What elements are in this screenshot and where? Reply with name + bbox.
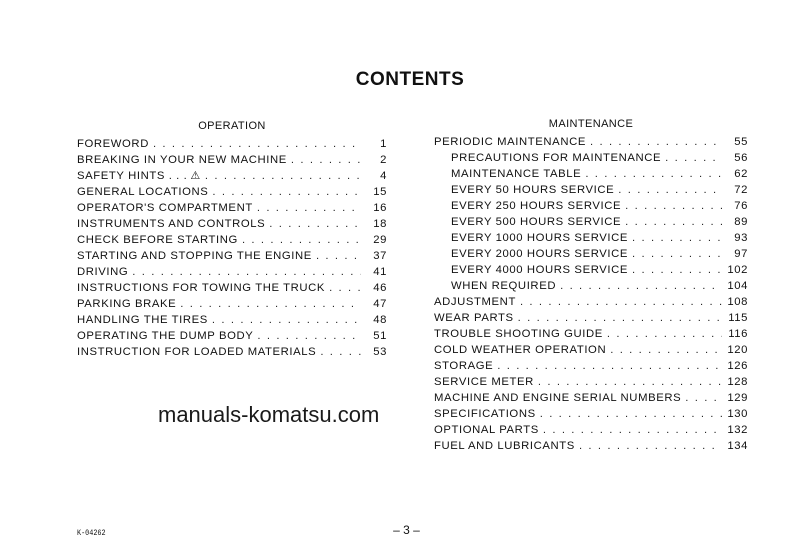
entry-page: 126 xyxy=(727,360,748,372)
toc-entry[interactable] xyxy=(434,406,748,422)
entry-label: PARKING BRAKE xyxy=(77,298,177,310)
entry-page: 72 xyxy=(734,184,748,196)
entry-page: 134 xyxy=(727,440,748,452)
entry-label: EVERY 1000 HOURS SERVICE xyxy=(451,232,629,244)
entry-label: MACHINE AND ENGINE SERIAL NUMBERS xyxy=(434,392,682,404)
toc-entry[interactable] xyxy=(434,198,748,214)
entry-label: INSTRUMENTS AND CONTROLS xyxy=(77,218,266,230)
toc-entry[interactable] xyxy=(434,230,748,246)
toc-entry[interactable] xyxy=(434,214,748,230)
entry-label: EVERY 500 HOURS SERVICE xyxy=(451,216,622,228)
entry-page: 104 xyxy=(727,280,748,292)
leader-dots xyxy=(205,168,361,184)
leader-dots xyxy=(291,152,361,168)
toc-entry[interactable] xyxy=(434,358,748,374)
entry-page: 46 xyxy=(373,282,387,294)
leader-dots xyxy=(320,344,361,360)
leader-dots xyxy=(153,136,361,152)
leader-dots xyxy=(607,326,722,342)
leader-dots xyxy=(212,184,361,200)
entry-page: 41 xyxy=(373,266,387,278)
entry-label: PERIODIC MAINTENANCE xyxy=(434,136,586,148)
entry-page: 18 xyxy=(373,218,387,230)
leader-dots xyxy=(257,200,361,216)
entry-label: CHECK BEFORE STARTING xyxy=(77,234,238,246)
entry-label: EVERY 2000 HOURS SERVICE xyxy=(451,248,629,260)
entry-page: 130 xyxy=(727,408,748,420)
leader-dots xyxy=(540,406,722,422)
leader-dots xyxy=(590,134,722,150)
operation-heading: OPERATION xyxy=(198,120,266,132)
page-title: CONTENTS xyxy=(355,69,465,90)
entry-page: 55 xyxy=(734,136,748,148)
entry-label: FOREWORD xyxy=(77,138,149,150)
entry-page: 62 xyxy=(734,168,748,180)
entry-label: FUEL AND LUBRICANTS xyxy=(434,440,575,452)
entry-page: 120 xyxy=(727,344,748,356)
entry-page: 108 xyxy=(727,296,748,308)
entry-label: STORAGE xyxy=(434,360,494,372)
toc-entry[interactable] xyxy=(434,182,748,198)
toc-entry[interactable] xyxy=(434,294,748,310)
entry-label: OPTIONAL PARTS xyxy=(434,424,539,436)
entry-page: 116 xyxy=(728,328,748,340)
entry-page: 2 xyxy=(380,154,387,166)
toc-entry[interactable] xyxy=(77,216,387,232)
leader-dots xyxy=(665,150,722,166)
toc-entry[interactable] xyxy=(434,278,748,294)
entry-label: TROUBLE SHOOTING GUIDE xyxy=(434,328,603,340)
entry-label: WHEN REQUIRED xyxy=(451,280,557,292)
toc-entry[interactable] xyxy=(434,438,748,454)
leader-dots xyxy=(585,166,722,182)
entry-label: BREAKING IN YOUR NEW MACHINE xyxy=(77,154,287,166)
entry-page: 4 xyxy=(380,170,387,182)
maintenance-section xyxy=(434,118,748,454)
toc-entry[interactable] xyxy=(77,152,387,168)
leader-dots xyxy=(518,310,722,326)
entry-label: EVERY 4000 HOURS SERVICE xyxy=(451,264,629,276)
entry-label: INSTRUCTION FOR LOADED MATERIALS xyxy=(77,346,317,358)
entry-page: 15 xyxy=(373,186,387,198)
leader-dots xyxy=(560,278,722,294)
entry-page: 128 xyxy=(727,376,748,388)
toc-entry[interactable] xyxy=(77,184,387,200)
entry-label: ADJUSTMENT xyxy=(434,296,516,308)
leader-dots xyxy=(543,422,722,438)
operation-section xyxy=(77,120,387,360)
entry-label: GENERAL LOCATIONS xyxy=(77,186,209,198)
entry-label: EVERY 250 HOURS SERVICE xyxy=(451,200,622,212)
leader-dots xyxy=(625,198,722,214)
leader-dots xyxy=(132,264,361,280)
leader-dots xyxy=(329,280,361,296)
toc-entry[interactable] xyxy=(434,246,748,262)
toc-entry[interactable] xyxy=(77,168,387,184)
entry-page: 115 xyxy=(728,312,748,324)
entry-page: 51 xyxy=(373,330,387,342)
toc-entry[interactable] xyxy=(434,390,748,406)
entry-label: MAINTENANCE TABLE xyxy=(451,168,582,180)
toc-entry[interactable] xyxy=(77,136,387,152)
leader-dots xyxy=(212,312,361,328)
toc-entry[interactable] xyxy=(434,342,748,358)
toc-entry[interactable] xyxy=(77,312,387,328)
leader-dots xyxy=(497,358,722,374)
entry-label: INSTRUCTIONS FOR TOWING THE TRUCK xyxy=(77,282,326,294)
toc-entry[interactable] xyxy=(77,280,387,296)
toc-entry[interactable] xyxy=(434,150,748,166)
warning-icon: ⚠ xyxy=(190,170,201,182)
entry-label: SERVICE METER xyxy=(434,376,534,388)
leader-dots xyxy=(632,262,722,278)
toc-entry[interactable] xyxy=(434,422,748,438)
watermark: manuals-komatsu.com xyxy=(158,402,380,427)
entry-page: 1 xyxy=(380,138,387,150)
leader-dots xyxy=(632,230,722,246)
toc-entry[interactable] xyxy=(77,200,387,216)
toc-entry[interactable] xyxy=(77,344,387,360)
entry-label: OPERATING THE DUMP BODY xyxy=(77,330,254,342)
leader-dots xyxy=(632,246,722,262)
entry-label: STARTING AND STOPPING THE ENGINE xyxy=(77,250,312,262)
entry-page: 89 xyxy=(734,216,748,228)
entry-page: 129 xyxy=(727,392,748,404)
maintenance-heading: MAINTENANCE xyxy=(548,118,634,130)
entry-page: 93 xyxy=(734,232,748,244)
leader-dots xyxy=(269,216,361,232)
leader-dots xyxy=(316,248,361,264)
entry-label: EVERY 50 HOURS SERVICE xyxy=(451,184,615,196)
leader-dots xyxy=(538,374,722,390)
toc-entry[interactable] xyxy=(77,248,387,264)
entry-label: PRECAUTIONS FOR MAINTENANCE xyxy=(451,152,662,164)
leader-dots xyxy=(618,182,722,198)
entry-page: 56 xyxy=(734,152,748,164)
leader-dots xyxy=(242,232,361,248)
entry-label: COLD WEATHER OPERATION xyxy=(434,344,607,356)
toc-entry[interactable] xyxy=(434,374,748,390)
entry-page: 132 xyxy=(727,424,748,436)
entry-page: 97 xyxy=(734,248,748,260)
entry-page: 76 xyxy=(734,200,748,212)
entry-label: OPERATOR'S COMPARTMENT xyxy=(77,202,253,214)
toc-entry[interactable] xyxy=(77,264,387,280)
toc-entry[interactable] xyxy=(434,262,748,278)
entry-page: 53 xyxy=(373,346,387,358)
entry-page: 37 xyxy=(373,250,387,262)
page-number: – 3 – xyxy=(393,523,420,537)
toc-entry[interactable] xyxy=(434,166,748,182)
leader-dots xyxy=(579,438,722,454)
entry-page: 48 xyxy=(373,314,387,326)
entry-label: SAFETY HINTS . . . xyxy=(77,170,188,182)
toc-entry[interactable] xyxy=(77,296,387,312)
toc-entry[interactable] xyxy=(434,310,748,326)
entry-label: SPECIFICATIONS xyxy=(434,408,536,420)
entry-label: WEAR PARTS xyxy=(434,312,514,324)
entry-label: DRIVING xyxy=(77,266,129,278)
toc-entry[interactable] xyxy=(434,326,748,342)
entry-page: 29 xyxy=(373,234,387,246)
entry-label: HANDLING THE TIRES xyxy=(77,314,208,326)
leader-dots xyxy=(520,294,722,310)
toc-entry[interactable] xyxy=(434,134,748,150)
leader-dots xyxy=(180,296,361,312)
toc-entry[interactable] xyxy=(77,232,387,248)
entry-page: 16 xyxy=(373,202,387,214)
leader-dots xyxy=(685,390,722,406)
toc-entry[interactable] xyxy=(77,328,387,344)
leader-dots xyxy=(625,214,722,230)
leader-dots xyxy=(257,328,361,344)
entry-page: 102 xyxy=(727,264,748,276)
document-code: K-04262 xyxy=(77,529,106,538)
entry-page: 47 xyxy=(373,298,387,310)
leader-dots xyxy=(610,342,722,358)
